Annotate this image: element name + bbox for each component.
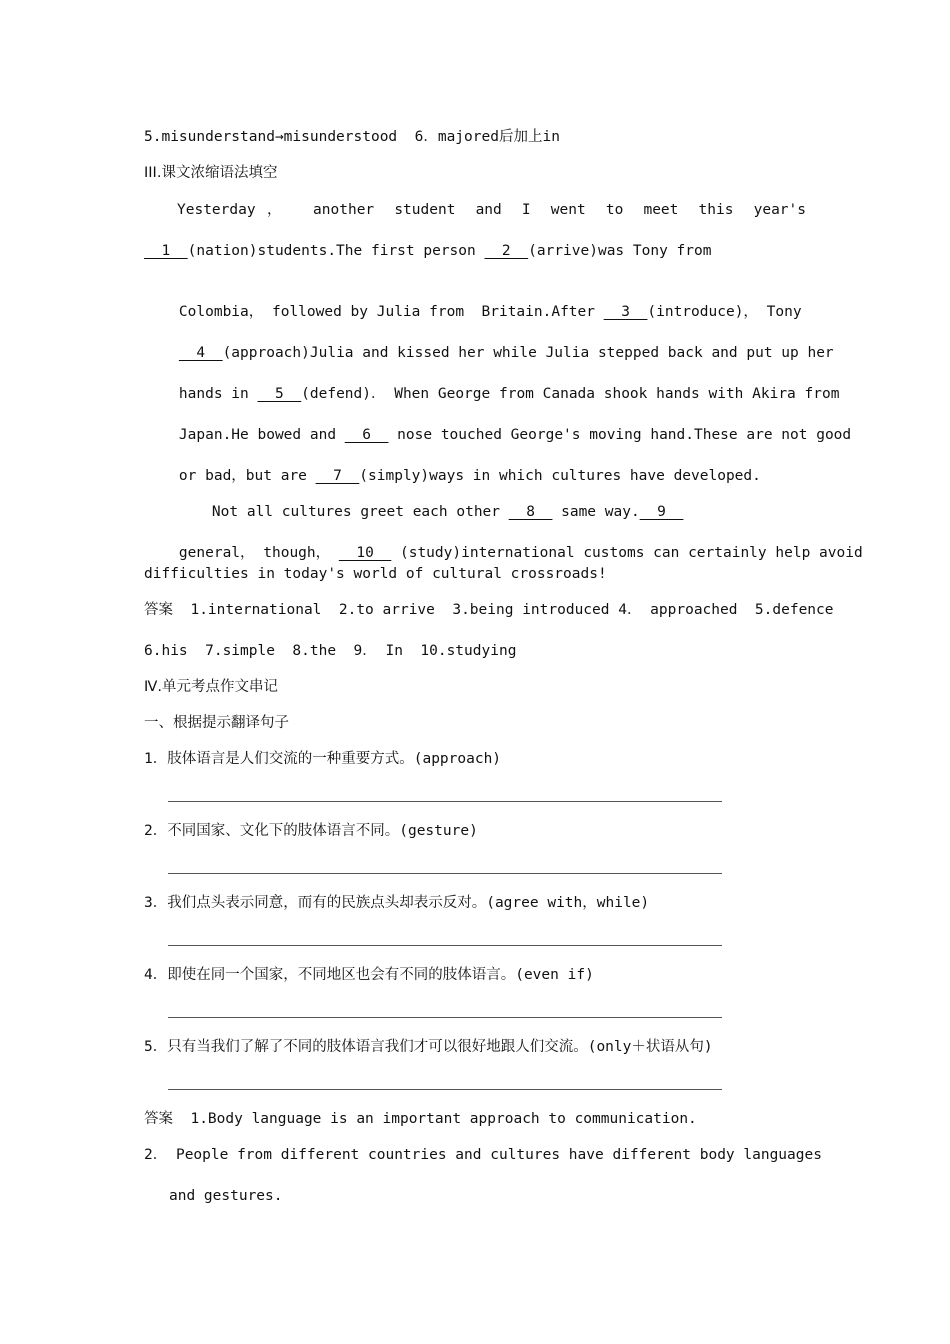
question-4: 4．即使在同一个国家，不同地区也会有不同的肢体语言。(even if) bbox=[144, 967, 594, 983]
blank-8: __8__ bbox=[508, 504, 553, 520]
blank-10: __10__ bbox=[338, 545, 392, 561]
passage-line-2-text bbox=[144, 241, 711, 261]
answers-translation-line-2: 2． People from different countries and cultures have different body languages bbox=[144, 1147, 822, 1163]
blank-7: __7__ bbox=[315, 468, 360, 484]
passage-text: (introduce)， Tony bbox=[647, 304, 802, 320]
translate-subtitle: 一、根据提示翻译句子 bbox=[144, 715, 289, 731]
answers-translation-line-3: and gestures. bbox=[169, 1188, 283, 1204]
blank-1: __1__ bbox=[144, 243, 188, 259]
passage-text: (defend)． When George from Canada shook hands with Akira from bbox=[301, 386, 840, 402]
blank-5: __5__ bbox=[257, 386, 302, 402]
blank-6: __6__ bbox=[344, 427, 389, 443]
blank-3: __3__ bbox=[603, 304, 648, 320]
passage-line-1: Yesterday， another student and I went to meet this year's bbox=[177, 202, 806, 218]
passage-text: (nation)students.The first person bbox=[187, 243, 485, 259]
answer-line-1[interactable] bbox=[168, 801, 722, 802]
answers-section-3-line-1: 答案 1.international 2.to arrive 3.being introduced 4． approached 5.defence bbox=[144, 602, 834, 618]
passage-text: (arrive)was Tony from bbox=[528, 243, 712, 259]
passage-text: (approach)Julia and kissed her while Julia stepped back and put up her bbox=[222, 345, 834, 361]
passage-text: nose touched George's moving hand.These are not good bbox=[388, 427, 852, 443]
question-1: 1．肢体语言是人们交流的一种重要方式。(approach) bbox=[144, 751, 502, 767]
question-2: 2．不同国家、文化下的肢体语言不同。(gesture) bbox=[144, 823, 478, 839]
answer-line-5[interactable] bbox=[168, 1089, 722, 1090]
blank-2: __2__ bbox=[484, 243, 529, 259]
section-3-title: III.课文浓缩语法填空 bbox=[144, 165, 278, 181]
passage-line-2 bbox=[144, 241, 806, 261]
question-3: 3．我们点头表示同意，而有的民族点头却表示反对。(agree with，while) bbox=[144, 895, 650, 911]
passage-text: (simply)ways in which cultures have developed. bbox=[359, 468, 761, 484]
question-5: 5．只有当我们了解了不同的肢体语言我们才可以很好地跟人们交流。(only＋状语从句) bbox=[144, 1039, 713, 1055]
passage-text: Colombia， followed by Julia from Britain.After bbox=[178, 304, 604, 320]
passage-p2-line-3: difficulties in today's world of cultural crossroads! bbox=[144, 566, 607, 582]
passage-text: (study)international customs can certainly help avoid bbox=[391, 545, 863, 561]
answers-translation-line-1: 答案 1.Body language is an important approach to communication. bbox=[144, 1111, 697, 1127]
answer-line-3[interactable] bbox=[168, 945, 722, 946]
answers-section-3-line-2: 6.his 7.simple 8.the 9． In 10.studying bbox=[144, 643, 517, 659]
passage-text: same way. bbox=[552, 504, 640, 520]
previous-answers-line: 5.misunderstand→misunderstood 6．majored后加上in bbox=[144, 129, 560, 145]
blank-4: __4__ bbox=[178, 345, 223, 361]
blank-9: __9__ bbox=[639, 504, 684, 520]
passage-text: hands in bbox=[178, 386, 258, 402]
section-4-title: Ⅳ.单元考点作文串记 bbox=[144, 679, 278, 695]
passage-text: Not all cultures greet each other bbox=[211, 504, 509, 520]
passage-text: or bad，but are bbox=[178, 468, 316, 484]
passage-text: general， though， bbox=[178, 545, 339, 561]
answer-line-2[interactable] bbox=[168, 873, 722, 874]
passage-text: Japan.He bowed and bbox=[178, 427, 345, 443]
answer-line-4[interactable] bbox=[168, 1017, 722, 1018]
